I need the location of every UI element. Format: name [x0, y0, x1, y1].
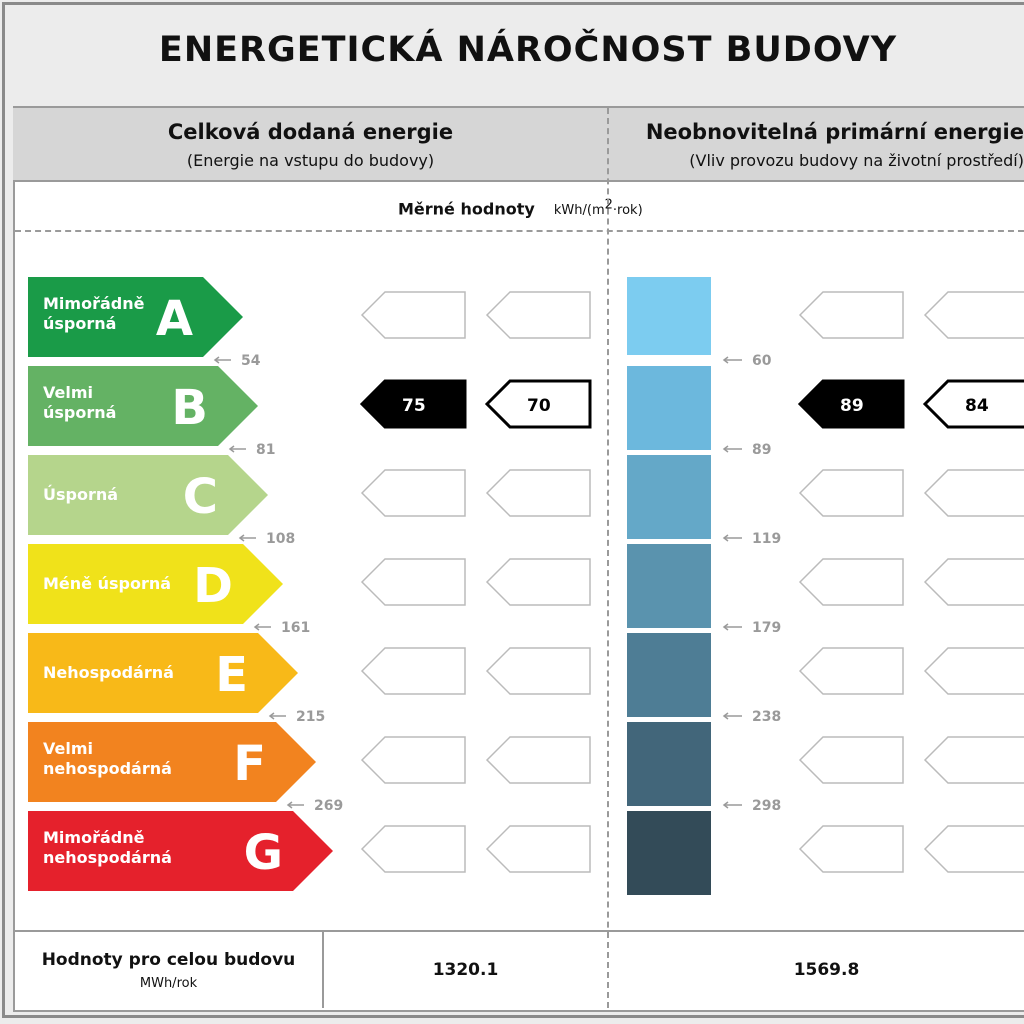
primary-scale-segment	[627, 277, 711, 355]
unit-superscript: 2	[604, 198, 613, 213]
class-label-b: Velmi	[43, 383, 93, 402]
right-building-total: 1569.8	[793, 960, 860, 980]
empty-rating-slot	[362, 648, 465, 694]
empty-rating-slot	[925, 648, 1024, 694]
primary-scale-segment	[627, 366, 711, 450]
reference-rating-value: 70	[527, 396, 551, 416]
empty-rating-slot	[925, 737, 1024, 783]
left-column-title: Celková dodaná energie	[167, 120, 454, 144]
class-label-e: Nehospodárná	[43, 663, 174, 682]
current-rating-value: 75	[402, 396, 426, 416]
empty-rating-slot	[362, 292, 465, 338]
empty-rating-slot	[800, 470, 903, 516]
primary-threshold-value: 89	[752, 442, 772, 458]
threshold-value-c: 108	[266, 531, 296, 547]
empty-rating-slot	[487, 648, 590, 694]
primary-scale-segment	[627, 722, 711, 806]
primary-threshold-value: 179	[752, 620, 782, 636]
class-label-a: úsporná	[43, 314, 117, 333]
primary-threshold-value: 298	[752, 798, 782, 814]
class-label-a: Mimořádně	[43, 294, 145, 313]
class-label-d: Méně úsporná	[43, 574, 172, 593]
empty-rating-slot	[362, 737, 465, 783]
primary-threshold-value: 119	[752, 531, 782, 547]
empty-rating-slot	[362, 826, 465, 872]
empty-rating-slot	[925, 292, 1024, 338]
class-letter-b: B	[171, 380, 208, 436]
class-label-c: Úsporná	[43, 485, 119, 504]
primary-scale-segment	[627, 633, 711, 717]
reference-rating-value: 84	[965, 396, 989, 416]
empty-rating-slot	[487, 292, 590, 338]
specific-values-label: Měrné hodnoty	[398, 199, 535, 219]
empty-rating-slot	[487, 737, 590, 783]
empty-rating-slot	[800, 559, 903, 605]
left-building-total: 1320.1	[432, 960, 499, 980]
class-label-f: Velmi	[43, 739, 93, 758]
unit-prefix: kWh/(m	[553, 203, 605, 219]
class-letter-d: D	[193, 558, 233, 614]
empty-rating-slot	[800, 648, 903, 694]
class-letter-e: E	[215, 647, 248, 703]
threshold-value-d: 161	[281, 620, 311, 636]
empty-rating-slot	[800, 826, 903, 872]
empty-rating-slot	[487, 470, 590, 516]
threshold-value-f: 269	[314, 798, 344, 814]
right-column-subtitle: (Vliv provozu budovy na životní prostředí)	[689, 151, 1024, 170]
primary-threshold-value: 60	[752, 353, 772, 369]
building-totals-unit: MWh/rok	[139, 976, 198, 991]
empty-rating-slot	[487, 559, 590, 605]
threshold-value-b: 81	[256, 442, 276, 458]
building-totals-label: Hodnoty pro celou budovu	[41, 950, 296, 970]
empty-rating-slot	[362, 470, 465, 516]
primary-scale-segment	[627, 811, 711, 895]
empty-rating-slot	[487, 826, 590, 872]
right-column-title: Neobnovitelná primární energie	[645, 120, 1024, 144]
empty-rating-slot	[925, 559, 1024, 605]
threshold-value-e: 215	[296, 709, 326, 725]
class-letter-f: F	[233, 736, 266, 792]
unit-suffix: ·rok)	[612, 203, 643, 219]
class-label-g: Mimořádně	[43, 828, 145, 847]
empty-rating-slot	[800, 292, 903, 338]
empty-rating-slot	[800, 737, 903, 783]
primary-scale-segment	[627, 544, 711, 628]
class-letter-g: G	[243, 825, 283, 881]
empty-rating-slot	[362, 559, 465, 605]
page-title: ENERGETICKÁ NÁROČNOST BUDOVY	[158, 30, 898, 70]
left-column-subtitle: (Energie na vstupu do budovy)	[186, 151, 435, 170]
class-letter-c: C	[182, 469, 218, 525]
class-label-f: nehospodárná	[43, 759, 172, 778]
empty-rating-slot	[925, 470, 1024, 516]
primary-threshold-value: 238	[752, 709, 782, 725]
class-label-b: úsporná	[43, 403, 117, 422]
class-letter-a: A	[155, 291, 193, 347]
threshold-value-a: 54	[241, 353, 261, 369]
primary-scale-segment	[627, 455, 711, 539]
class-label-g: nehospodárná	[43, 848, 172, 867]
empty-rating-slot	[925, 826, 1024, 872]
current-rating-value: 89	[840, 396, 864, 416]
